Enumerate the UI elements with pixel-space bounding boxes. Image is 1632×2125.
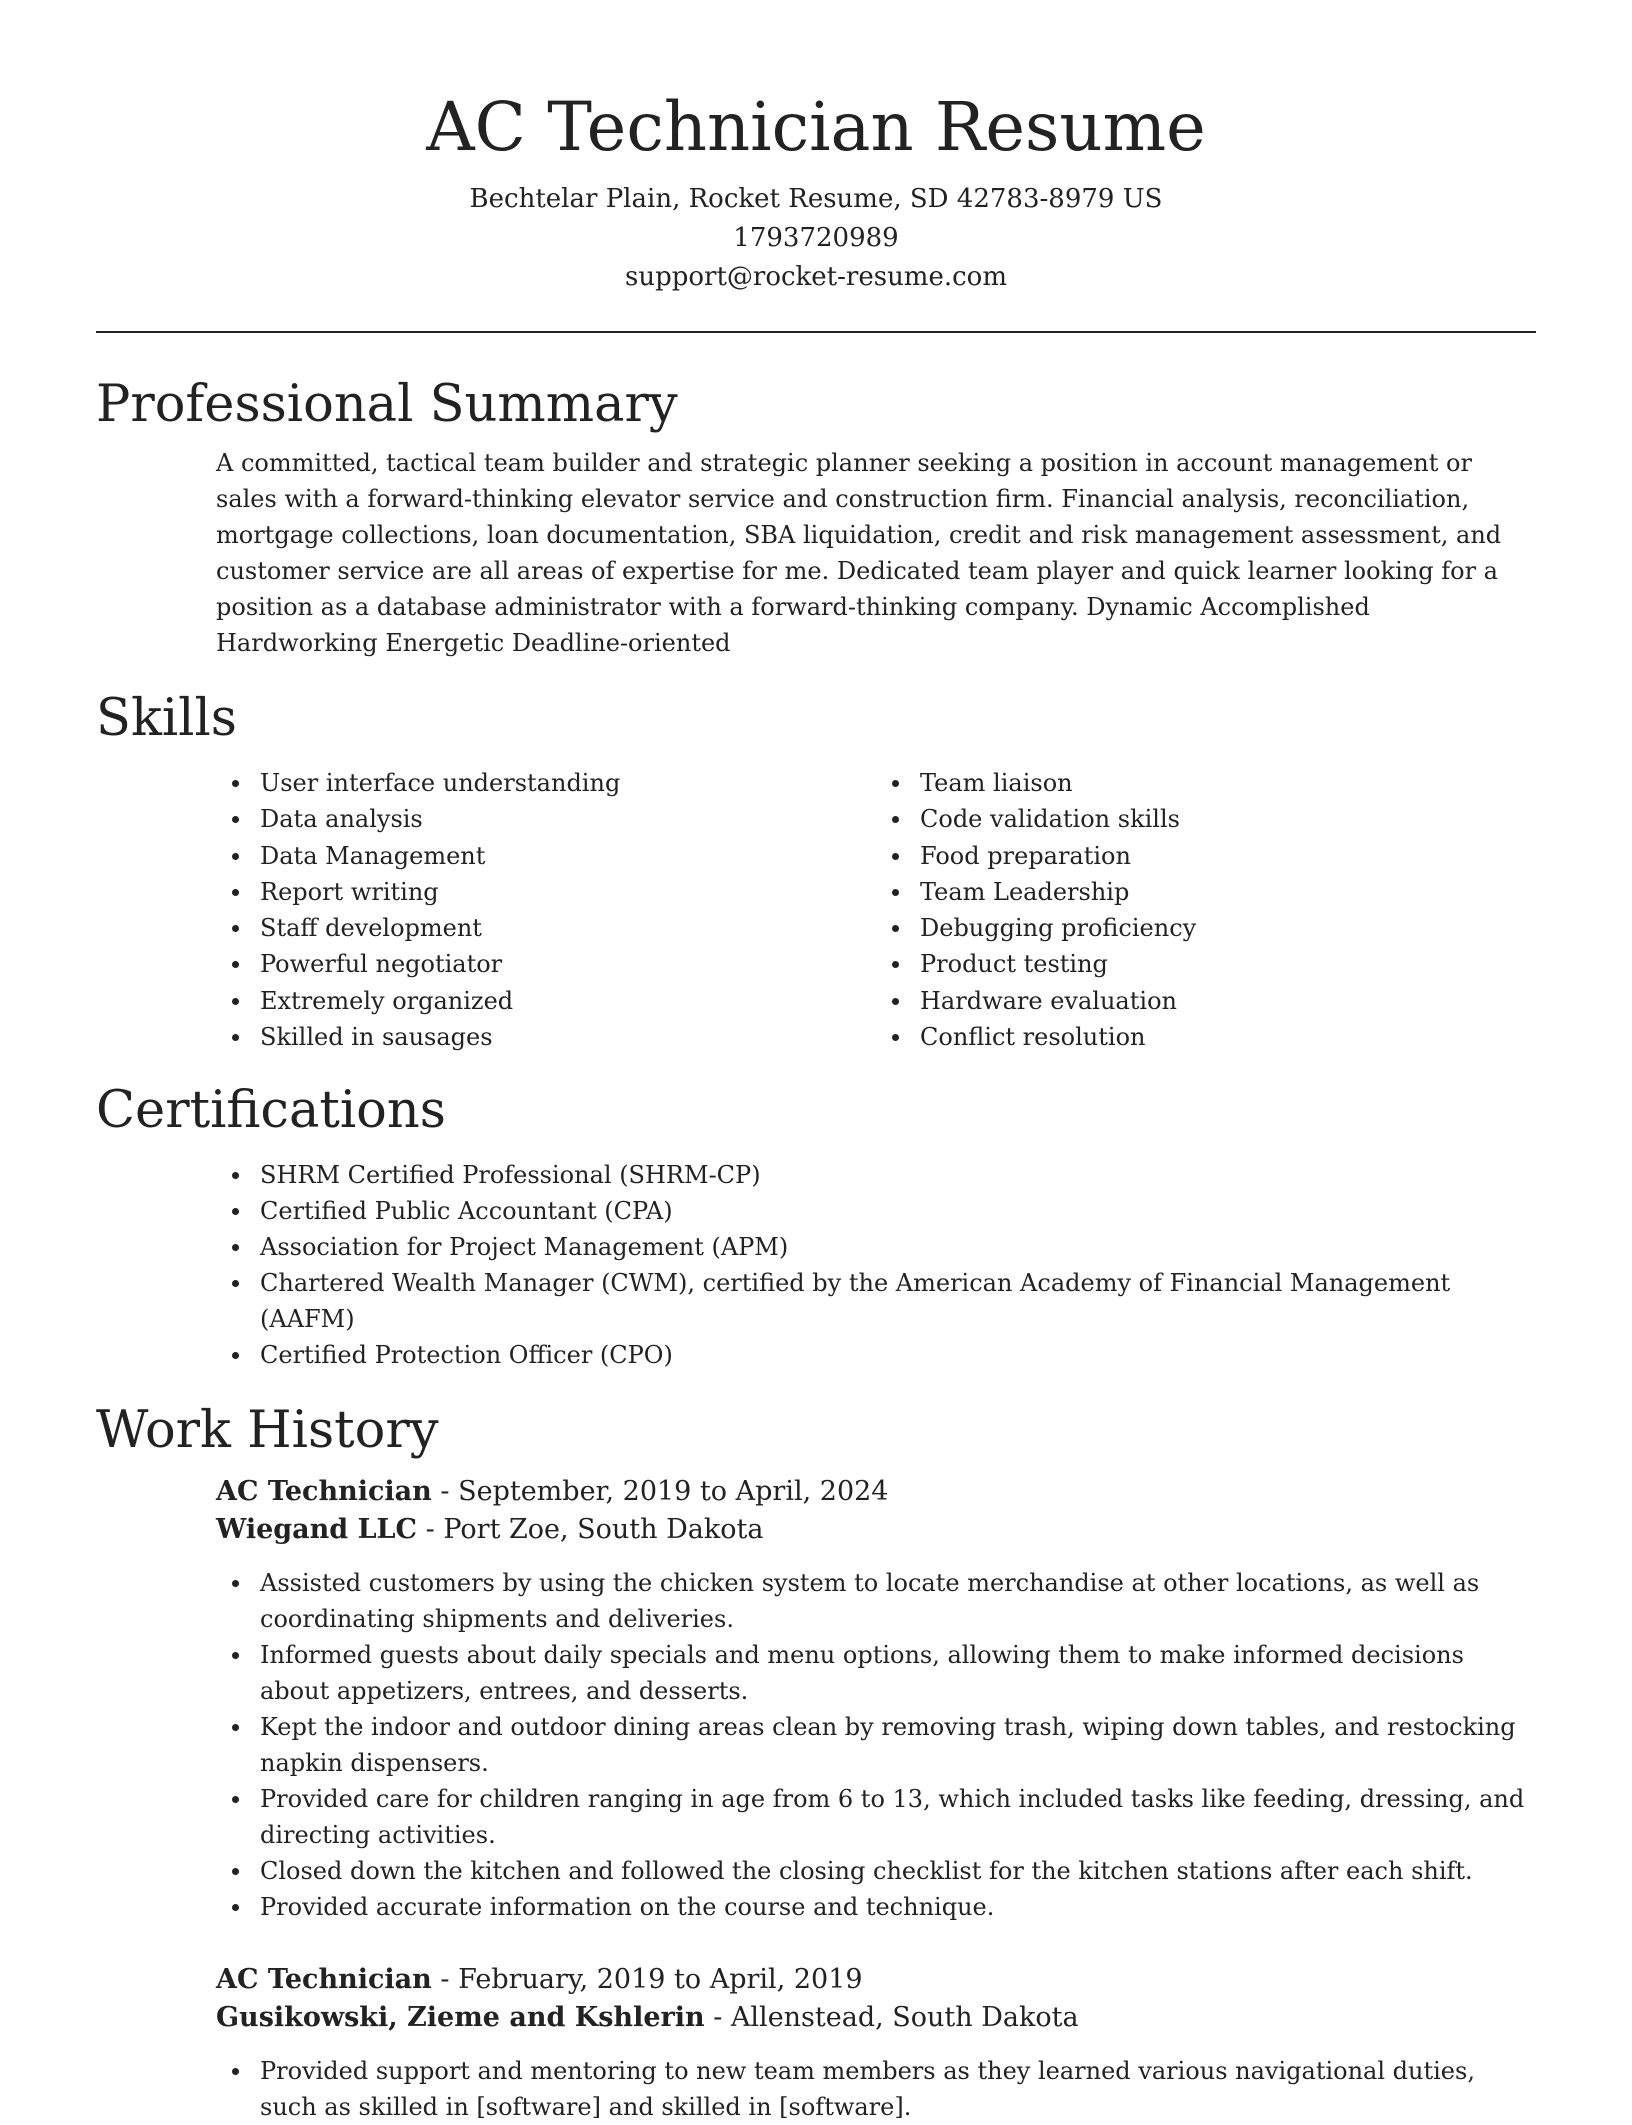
work-history-section xyxy=(96,1399,1536,2125)
skill-item: Team liaison xyxy=(920,765,1536,801)
job-location: Port Zoe, South Dakota xyxy=(443,1514,764,1546)
professional-summary-section xyxy=(96,373,1536,661)
certification-item: Certified Protection Officer (CPO) xyxy=(260,1337,1550,1373)
resume-header xyxy=(96,0,1536,297)
professional-summary-heading: Professional Summary xyxy=(96,375,678,434)
job-duty-item: Assisted customers by using the chicken system to locate merchandise at other locations, as well as coordinating shipments and deliveries. xyxy=(260,1565,1536,1637)
resume-page xyxy=(96,0,1536,2125)
skill-item: User interface understanding xyxy=(260,765,876,801)
skill-item: Conflict resolution xyxy=(920,1019,1536,1055)
job-company: Wiegand LLC xyxy=(216,1514,418,1546)
job-entry xyxy=(216,1473,1536,1925)
professional-summary-text: A committed, tactical team builder and strategic planner seeking a position in account management or sales with a forward-thinking elevator service and construction firm. Financial analysis, reconciliation, mortgage collections, loan documentation, SBA liquidation, credit and risk management assessment, and customer service are all areas of expertise for me. Dedicated team player and quick learner looking for a position as a database administrator with a forward-thinking company. Dynamic Accomplished Hardworking Energetic Deadline-oriented xyxy=(216,449,1502,657)
contact-phone: 1793720989 xyxy=(733,223,899,253)
skills-right-column xyxy=(876,765,1536,1055)
skill-item: Hardware evaluation xyxy=(920,983,1536,1019)
skill-item: Team Leadership xyxy=(920,874,1536,910)
job-duty-item: Provided care for children ranging in age from 6 to 13, which included tasks like feeding, dressing, and directing activities. xyxy=(260,1781,1536,1853)
certification-item: SHRM Certified Professional (SHRM-CP) xyxy=(260,1157,1550,1193)
skills-columns xyxy=(216,765,1536,1055)
job-dates: September, 2019 to April, 2024 xyxy=(458,1476,889,1508)
certifications-section xyxy=(96,1079,1536,1373)
job-duty-item: Kept the indoor and outdoor dining areas clean by removing trash, wiping down tables, and restocking napkin dispensers. xyxy=(260,1709,1536,1781)
header-divider xyxy=(96,331,1536,333)
skill-item: Food preparation xyxy=(920,838,1536,874)
skills-left-column xyxy=(216,765,876,1055)
job-duty-item: Closed down the kitchen and followed the closing checklist for the kitchen stations after each shift. xyxy=(260,1853,1536,1889)
job-dates: February, 2019 to April, 2019 xyxy=(458,1964,863,1996)
job-duties-list xyxy=(260,1565,1536,1925)
contact-address: Bechtelar Plain, Rocket Resume, SD 42783-8979 US xyxy=(469,184,1163,214)
resume-title: AC Technician Resume xyxy=(426,88,1206,166)
job-entry xyxy=(216,1961,1536,2125)
work-history-heading: Work History xyxy=(96,1401,439,1461)
certifications-heading: Certifications xyxy=(96,1081,446,1141)
skill-item: Debugging proficiency xyxy=(920,910,1536,946)
job-company-line: Gusikowski, Zieme and Kshlerin - Allenstead, South Dakota xyxy=(216,2002,1079,2034)
skill-item: Product testing xyxy=(920,946,1536,982)
skill-item: Code validation skills xyxy=(920,801,1536,837)
job-duty-item: Informed guests about daily specials and menu options, allowing them to make informed decisions about appetizers, entrees, and desserts. xyxy=(260,1637,1536,1709)
skill-item: Report writing xyxy=(260,874,876,910)
job-company-line: Wiegand LLC - Port Zoe, South Dakota xyxy=(216,1514,764,1546)
skill-item: Powerful negotiator xyxy=(260,946,876,982)
certification-item: Association for Project Management (APM) xyxy=(260,1229,1550,1265)
certification-item: Chartered Wealth Manager (CWM), certified by the American Academy of Financial Management (AAFM) xyxy=(260,1265,1550,1337)
skill-item: Data Management xyxy=(260,838,876,874)
skill-item: Data analysis xyxy=(260,801,876,837)
job-duties-list xyxy=(260,2053,1536,2125)
skill-item: Staff development xyxy=(260,910,876,946)
skill-item: Extremely organized xyxy=(260,983,876,1019)
job-role: AC Technician xyxy=(216,1964,432,1996)
job-duty-item: Provided support and mentoring to new team members as they learned various navigational duties, such as skilled in [software] and skilled in [software]. xyxy=(260,2053,1536,2125)
contact-block xyxy=(96,180,1536,297)
job-duty-item: Provided accurate information on the course and technique. xyxy=(260,1889,1536,1925)
job-company: Gusikowski, Zieme and Kshlerin xyxy=(216,2002,705,2034)
skill-item: Skilled in sausages xyxy=(260,1019,876,1055)
certifications-list xyxy=(260,1157,1550,1373)
skills-section xyxy=(96,687,1536,1055)
job-title-line: AC Technician - September, 2019 to April, 2024 xyxy=(216,1476,889,1508)
job-role: AC Technician xyxy=(216,1476,432,1508)
job-location: Allenstead, South Dakota xyxy=(730,2002,1079,2034)
certification-item: Certified Public Accountant (CPA) xyxy=(260,1193,1550,1229)
job-title-line: AC Technician - February, 2019 to April, 2019 xyxy=(216,1964,863,1996)
skills-heading: Skills xyxy=(96,689,237,748)
contact-email: support@rocket-resume.com xyxy=(624,262,1007,292)
